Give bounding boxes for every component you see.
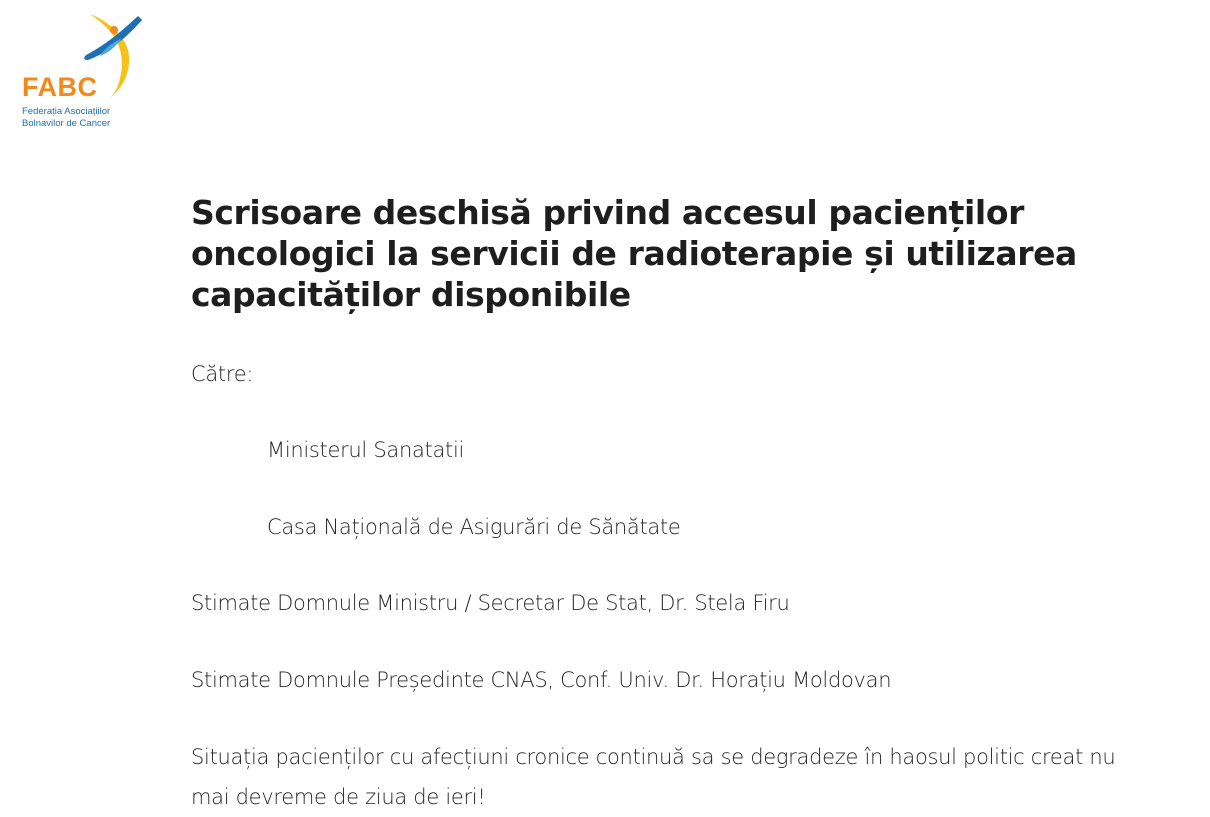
fabc-logo[interactable] (20, 8, 150, 133)
body-paragraph: Situația pacienților cu afecțiuni cronice continuă sa se degradeze în haosul politic creat nu mai devreme de ziua de ieri! (191, 745, 1116, 809)
logo-subtitle-line-1: Federația Asociațiilor (22, 106, 111, 117)
logo-subtitle-line-2: Bolnavilor de Cancer (22, 118, 111, 129)
salutation-president: Stimate Domnule Președinte CNAS, Conf. Univ. Dr. Horațiu Moldovan (191, 668, 892, 692)
recipient-cnas: Casa Națională de Asigurări de Sănătate (267, 515, 681, 539)
letter-title: Scrisoare deschisă privind accesul pacienților oncologici la servicii de radioterapie și utilizarea capacităților disponibile (191, 193, 1077, 314)
letter-content (191, 192, 1151, 809)
logo-subtitle (22, 106, 110, 130)
recipient-ministry: Ministerul Sanatatii (267, 438, 465, 462)
to-label: Către: (191, 362, 254, 386)
salutation-minister: Stimate Domnule Ministru / Secretar De Stat, Dr. Stela Firu (191, 591, 790, 615)
logo-name: FABC (22, 72, 98, 102)
